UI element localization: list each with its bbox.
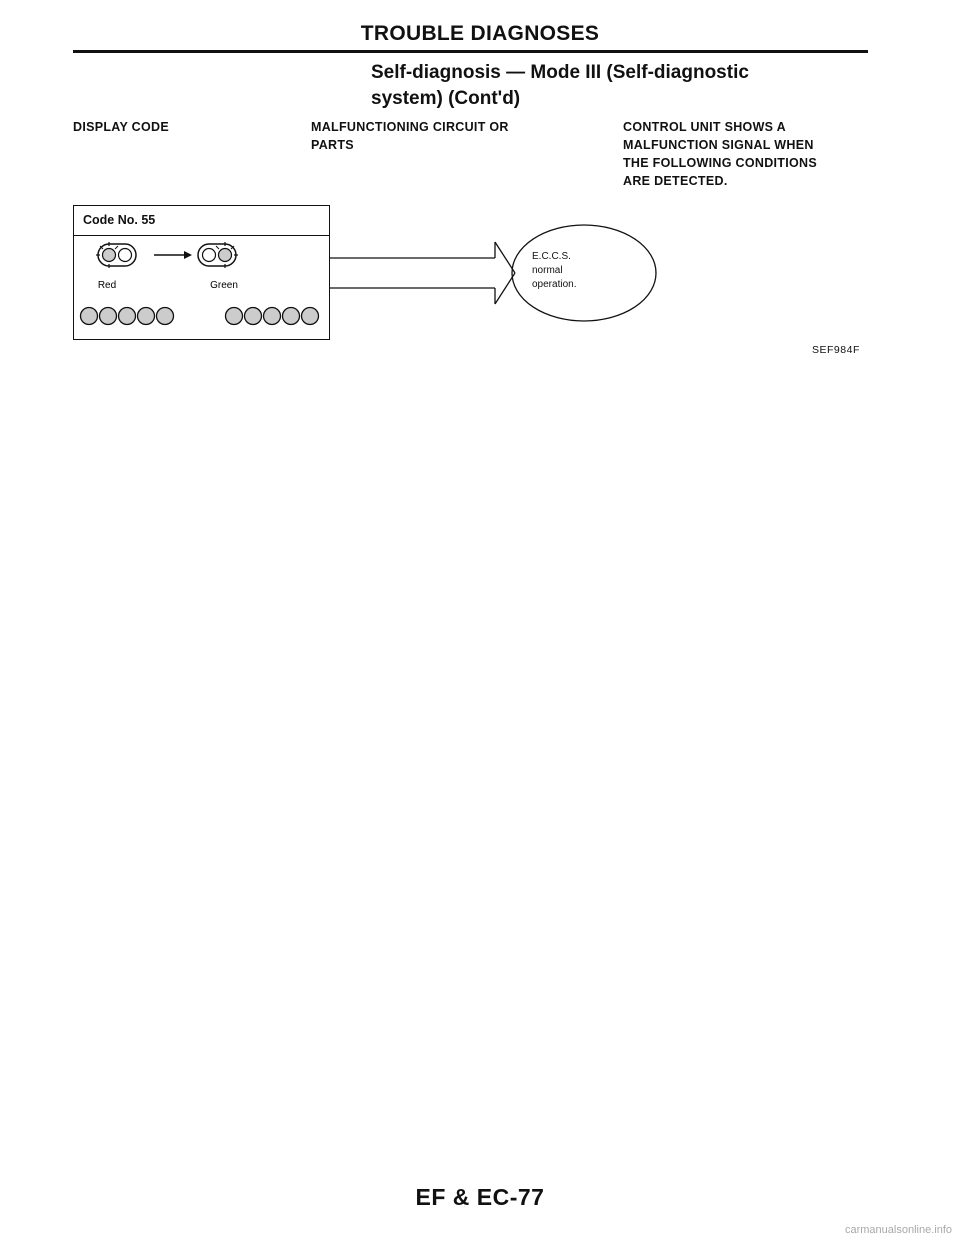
green-flash-icon <box>302 308 319 325</box>
red-led-unit-icon <box>96 242 136 268</box>
section-title-line1: Self-diagnosis — Mode III (Self-diagnostic <box>371 62 749 83</box>
page-header: TROUBLE DIAGNOSES <box>360 22 600 45</box>
led-diagram <box>74 236 328 338</box>
flow-arrow <box>330 220 670 340</box>
page-footer: EF & EC-77 <box>415 1184 545 1210</box>
bubble-line2: normal <box>532 265 563 276</box>
arrow-right-icon <box>154 251 192 259</box>
green-label: Green <box>210 280 238 291</box>
red-flash-icon <box>157 308 174 325</box>
red-flash-icon <box>100 308 117 325</box>
header-rule <box>73 50 868 53</box>
section-title <box>371 60 851 112</box>
code-number-label: Code No. 55 <box>74 206 329 236</box>
red-flash-icon <box>81 308 98 325</box>
section-title-line2: system) (Cont'd) <box>371 88 521 109</box>
column-header-display-code: DISPLAY CODE <box>73 120 169 134</box>
green-flash-icon <box>245 308 262 325</box>
green-flash-icon <box>283 308 300 325</box>
malfunction-line2: PARTS <box>311 138 354 152</box>
condition-line3: THE FOLLOWING CONDITIONS <box>623 156 817 170</box>
red-label: Red <box>97 280 117 291</box>
green-flash-icon <box>264 308 281 325</box>
condition-line2: MALFUNCTION SIGNAL WHEN <box>623 138 814 152</box>
bubble-line1: E.C.C.S. <box>532 251 571 262</box>
bubble-line3: operation. <box>532 279 577 290</box>
green-flash-icon <box>226 308 243 325</box>
red-flash-icon <box>119 308 136 325</box>
red-flash-row <box>81 308 174 325</box>
red-flash-icon <box>138 308 155 325</box>
flow-arrow-icon <box>330 242 515 304</box>
condition-line4: ARE DETECTED. <box>623 174 728 188</box>
column-header-condition <box>623 118 873 190</box>
figure-reference: SEF984F <box>812 344 860 356</box>
green-led-unit-icon <box>198 242 238 268</box>
column-header-malfunction <box>311 118 581 154</box>
code-display-box <box>73 205 330 340</box>
condition-line1: CONTROL UNIT SHOWS A <box>623 120 786 134</box>
watermark: carmanualsonline.info <box>844 1224 952 1236</box>
result-bubble-text <box>532 250 576 292</box>
malfunction-line1: MALFUNCTIONING CIRCUIT OR <box>311 120 509 134</box>
green-flash-row <box>226 308 319 325</box>
